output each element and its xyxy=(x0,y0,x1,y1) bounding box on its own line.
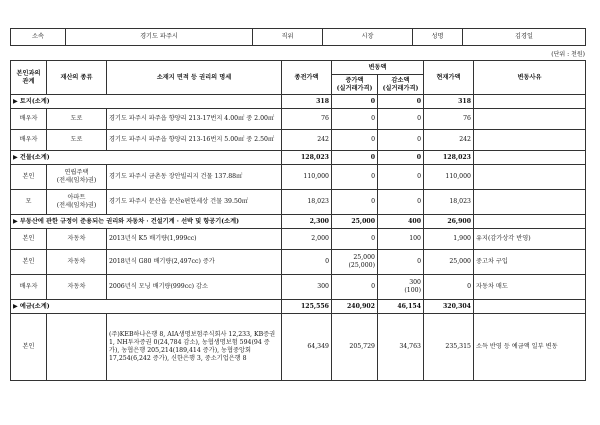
cell-reason: 자동차 매도 xyxy=(474,275,586,300)
cell-increase: 0 xyxy=(332,165,378,190)
group-reason xyxy=(474,95,586,109)
cell-details: (주)KEB하나은행 8, AIA생명보험주식회사 12,233, KB증권 1, NH투자증권 0(24,784 감소), 농협생명보험 594(94 증가), 농협은행 205,214(189,414 증가), 농협중앙회 17,254(6,242 증가), 신한은행 3, 중소기업은행 8 xyxy=(107,314,282,381)
cell-relation: 본인 xyxy=(11,314,47,381)
cell-details: 경기도 파주시 문산읍 문산e편한세상 건물 39.50㎡ xyxy=(107,190,282,215)
col-change: 변동액 xyxy=(332,61,424,75)
cell-prev: 110,000 xyxy=(282,165,332,190)
group-curr: 318 xyxy=(424,95,474,109)
group-prev: 2,300 xyxy=(282,215,332,229)
group-reason xyxy=(474,151,586,165)
cell-prev: 242 xyxy=(282,130,332,151)
cell-asset-type xyxy=(47,314,107,381)
header-table xyxy=(10,28,586,46)
cell-asset-type: 자동차 xyxy=(47,250,107,275)
cell-details: 경기도 파주시 파주읍 향양리 213-17번지 4.00㎡ 중 2.00㎡ xyxy=(107,109,282,130)
group-curr: 26,900 xyxy=(424,215,474,229)
affiliation-label: 소속 xyxy=(11,29,66,46)
cell-prev: 2,000 xyxy=(282,229,332,250)
group-subtotal-row xyxy=(11,151,586,165)
group-reason xyxy=(474,215,586,229)
table-row xyxy=(11,109,586,130)
col-curr-value: 현재가액 xyxy=(424,61,474,95)
cell-curr: 0 xyxy=(424,275,474,300)
table-row xyxy=(11,314,586,381)
cell-relation: 본인 xyxy=(11,229,47,250)
cell-reason xyxy=(474,165,586,190)
group-curr: 320,304 xyxy=(424,300,474,314)
cell-relation: 배우자 xyxy=(11,109,47,130)
cell-asset-type: 연립주택 (전세(임차)권) xyxy=(47,165,107,190)
cell-relation: 배우자 xyxy=(11,275,47,300)
group-subtotal-row xyxy=(11,95,586,109)
cell-decrease: 0 xyxy=(378,190,424,215)
table-row xyxy=(11,165,586,190)
cell-details: 경기도 파주시 금촌동 장안빌리지 건물 137.88㎡ xyxy=(107,165,282,190)
group-title: ▶ 건물(소계) xyxy=(11,151,282,165)
cell-reason xyxy=(474,130,586,151)
table-row xyxy=(11,130,586,151)
cell-asset-type: 자동차 xyxy=(47,229,107,250)
group-increase: 0 xyxy=(332,95,378,109)
cell-curr: 76 xyxy=(424,109,474,130)
asset-table xyxy=(10,60,586,381)
cell-increase: 25,000 (25,000) xyxy=(332,250,378,275)
cell-prev: 64,349 xyxy=(282,314,332,381)
group-prev: 125,556 xyxy=(282,300,332,314)
group-decrease: 400 xyxy=(378,215,424,229)
cell-decrease: 0 xyxy=(378,250,424,275)
position-label: 직위 xyxy=(253,29,323,46)
col-asset-type: 재산의 종류 xyxy=(47,61,107,95)
col-details: 소재지 면적 등 권리의 명세 xyxy=(107,61,282,95)
cell-relation: 본인 xyxy=(11,250,47,275)
cell-prev: 0 xyxy=(282,250,332,275)
group-title: ▶ 부동산에 관한 규정이 준용되는 권리와 자동차 · 건설기계 · 선박 및 항공기(소계) xyxy=(11,215,282,229)
table-row xyxy=(11,229,586,250)
group-subtotal-row xyxy=(11,300,586,314)
cell-reason: 소득 반영 등 예금액 일부 변동 xyxy=(474,314,586,381)
cell-decrease: 300 (100) xyxy=(378,275,424,300)
cell-prev: 18,023 xyxy=(282,190,332,215)
cell-asset-type: 자동차 xyxy=(47,275,107,300)
cell-increase: 0 xyxy=(332,130,378,151)
cell-details: 경기도 파주시 파주읍 향양리 213-16번지 5.00㎡ 중 2.50㎡ xyxy=(107,130,282,151)
group-increase: 0 xyxy=(332,151,378,165)
cell-curr: 235,315 xyxy=(424,314,474,381)
cell-reason: 중고차 구입 xyxy=(474,250,586,275)
cell-increase: 0 xyxy=(332,109,378,130)
group-prev: 318 xyxy=(282,95,332,109)
name-label: 성명 xyxy=(413,29,463,46)
name-value: 김경일 xyxy=(463,29,586,46)
cell-reason xyxy=(474,109,586,130)
group-title: ▶ 예금(소계) xyxy=(11,300,282,314)
group-prev: 128,023 xyxy=(282,151,332,165)
cell-reason xyxy=(474,190,586,215)
group-decrease: 46,154 xyxy=(378,300,424,314)
table-row xyxy=(11,250,586,275)
position-value: 시장 xyxy=(323,29,413,46)
col-reason: 변동사유 xyxy=(474,61,586,95)
cell-asset-type: 도로 xyxy=(47,109,107,130)
group-curr: 128,023 xyxy=(424,151,474,165)
cell-details: 2013년식 K5 배기량(1,999cc) xyxy=(107,229,282,250)
cell-curr: 242 xyxy=(424,130,474,151)
affiliation-value: 경기도 파주시 xyxy=(66,29,253,46)
cell-increase: 205,729 xyxy=(332,314,378,381)
group-subtotal-row xyxy=(11,215,586,229)
cell-curr: 110,000 xyxy=(424,165,474,190)
table-row xyxy=(11,275,586,300)
cell-decrease: 100 xyxy=(378,229,424,250)
cell-relation: 모 xyxy=(11,190,47,215)
asset-disclosure-page xyxy=(10,28,585,381)
group-title: ▶ 토지(소계) xyxy=(11,95,282,109)
cell-increase: 0 xyxy=(332,229,378,250)
group-decrease: 0 xyxy=(378,95,424,109)
group-increase: 240,902 xyxy=(332,300,378,314)
col-decrease: 감소액 (실거래가격) xyxy=(378,75,424,95)
cell-curr: 25,000 xyxy=(424,250,474,275)
cell-relation: 본인 xyxy=(11,165,47,190)
cell-decrease: 0 xyxy=(378,109,424,130)
cell-curr: 18,023 xyxy=(424,190,474,215)
col-relation: 본인과의 관계 xyxy=(11,61,47,95)
cell-curr: 1,900 xyxy=(424,229,474,250)
cell-reason: 유지(감가상각 반영) xyxy=(474,229,586,250)
cell-prev: 76 xyxy=(282,109,332,130)
cell-increase: 0 xyxy=(332,190,378,215)
group-decrease: 0 xyxy=(378,151,424,165)
group-increase: 25,000 xyxy=(332,215,378,229)
cell-details: 2018년식 G80 배기량(2,497cc) 증가 xyxy=(107,250,282,275)
unit-note: (단위 : 천원) xyxy=(551,51,585,58)
cell-decrease: 34,763 xyxy=(378,314,424,381)
cell-details: 2006년식 모닝 배기량(999cc) 감소 xyxy=(107,275,282,300)
group-reason xyxy=(474,300,586,314)
cell-decrease: 0 xyxy=(378,130,424,151)
table-row xyxy=(11,190,586,215)
col-increase: 증가액 (실거래가격) xyxy=(332,75,378,95)
cell-asset-type: 도로 xyxy=(47,130,107,151)
cell-increase: 0 xyxy=(332,275,378,300)
col-prev-value: 종전가액 xyxy=(282,61,332,95)
cell-decrease: 0 xyxy=(378,165,424,190)
cell-asset-type: 아파트 (전세(임차)권) xyxy=(47,190,107,215)
cell-relation: 배우자 xyxy=(11,130,47,151)
cell-prev: 300 xyxy=(282,275,332,300)
